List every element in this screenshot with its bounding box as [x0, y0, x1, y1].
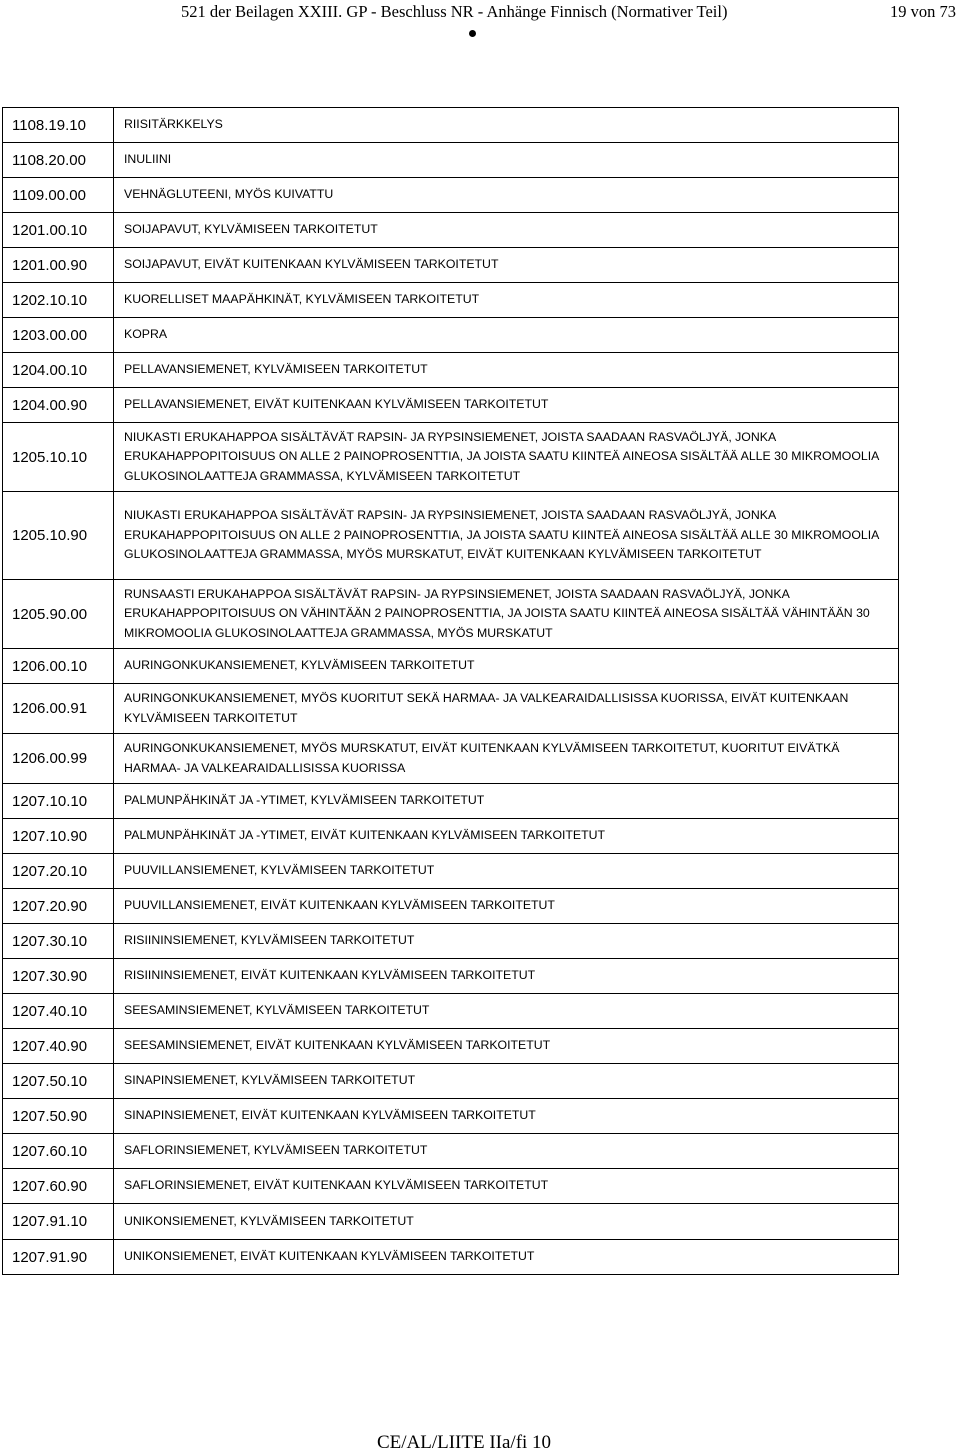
product-description: PELLAVANSIEMENET, EIVÄT KUITENKAAN KYLVÄMISEEN TARKOITETUT: [114, 388, 899, 423]
table-row: [3, 1134, 899, 1169]
tariff-code: 1109.00.00: [3, 178, 114, 213]
table-row: [3, 1064, 899, 1099]
table-row: [3, 889, 899, 924]
table-row: [3, 734, 899, 784]
table-row: [3, 423, 899, 492]
product-description: INULIINI: [114, 143, 899, 178]
tariff-code: 1108.19.10: [3, 108, 114, 143]
table-row: [3, 580, 899, 649]
product-description: NIUKASTI ERUKAHAPPOA SISÄLTÄVÄT RAPSIN- JA RYPSINSIEMENET, JOISTA SAADAAN RASVAÖLJYÄ, JONKA ERUKAHAPPOPITOISUUS ON ALLE 2 PAINOPROSENTTIA, JA JOISTA SAATU KIINTEÄ AINEOSA SISÄLTÄÄ ALLE 30 MIKROMOOLIA GLUKOSINOLAATTEJA GRAMMASSA, KYLVÄMISEEN TARKOITETUT: [114, 423, 899, 492]
page-number: 19 von 73: [890, 2, 956, 21]
product-description: SAFLORINSIEMENET, EIVÄT KUITENKAAN KYLVÄMISEEN TARKOITETUT: [114, 1169, 899, 1204]
product-description: AURINGONKUKANSIEMENET, MYÖS KUORITUT SEKÄ HARMAA- JA VALKEARAIDALLISISSA KUORISSA, EIVÄT KUITENKAAN KYLVÄMISEEN TARKOITETUT: [114, 684, 899, 734]
tariff-code: 1207.40.90: [3, 1029, 114, 1064]
table-row: [3, 1169, 899, 1204]
tariff-code: 1207.30.90: [3, 959, 114, 994]
tariff-code: 1207.10.90: [3, 819, 114, 854]
tariff-code: 1207.20.10: [3, 854, 114, 889]
table-row: [3, 1099, 899, 1134]
product-description: SINAPINSIEMENET, EIVÄT KUITENKAAN KYLVÄMISEEN TARKOITETUT: [114, 1099, 899, 1134]
tariff-code: 1205.10.10: [3, 423, 114, 492]
tariff-code: 1201.00.90: [3, 248, 114, 283]
table-row: [3, 649, 899, 684]
tariff-code: 1207.30.10: [3, 924, 114, 959]
tariff-code: 1205.10.90: [3, 492, 114, 580]
product-description: KUORELLISET MAAPÄHKINÄT, KYLVÄMISEEN TARKOITETUT: [114, 283, 899, 318]
bullet-dot-icon: [469, 30, 476, 37]
tariff-code: 1207.91.90: [3, 1240, 114, 1275]
tariff-code: 1207.60.10: [3, 1134, 114, 1169]
table-row: [3, 178, 899, 213]
table-row: [3, 1240, 899, 1275]
product-description: PALMUNPÄHKINÄT JA -YTIMET, KYLVÄMISEEN TARKOITETUT: [114, 784, 899, 819]
product-description: SINAPINSIEMENET, KYLVÄMISEEN TARKOITETUT: [114, 1064, 899, 1099]
product-description: PELLAVANSIEMENET, KYLVÄMISEEN TARKOITETUT: [114, 353, 899, 388]
tariff-code: 1207.91.10: [3, 1204, 114, 1240]
table-row: [3, 994, 899, 1029]
table-row: [3, 213, 899, 248]
tariff-code: 1207.50.90: [3, 1099, 114, 1134]
product-description: AURINGONKUKANSIEMENET, MYÖS MURSKATUT, EIVÄT KUITENKAAN KYLVÄMISEEN TARKOITETUT, KUORITUT EIVÄTKÄ HARMAA- JA VALKEARAIDALLISISSA KUORISSA: [114, 734, 899, 784]
page-footer: [0, 1432, 960, 1454]
table-row: [3, 248, 899, 283]
page-header: [0, 2, 960, 26]
tariff-code: 1204.00.90: [3, 388, 114, 423]
table-row: [3, 388, 899, 423]
tariff-code: 1207.10.10: [3, 784, 114, 819]
table-row: [3, 959, 899, 994]
table-row: [3, 353, 899, 388]
table-row: [3, 1029, 899, 1064]
product-description: VEHNÄGLUTEENI, MYÖS KUIVATTU: [114, 178, 899, 213]
tariff-code: 1201.00.10: [3, 213, 114, 248]
product-description: RIISITÄRKKELYS: [114, 108, 899, 143]
table-row: [3, 318, 899, 353]
tariff-code: 1205.90.00: [3, 580, 114, 649]
product-description: SEESAMINSIEMENET, KYLVÄMISEEN TARKOITETUT: [114, 994, 899, 1029]
tariff-code: 1207.20.90: [3, 889, 114, 924]
tariff-code: 1206.00.91: [3, 684, 114, 734]
tariff-code: 1108.20.00: [3, 143, 114, 178]
table-row: [3, 784, 899, 819]
table-row: [3, 819, 899, 854]
table-row: [3, 684, 899, 734]
table-row: [3, 1204, 899, 1240]
product-description: KOPRA: [114, 318, 899, 353]
tariff-code: 1207.50.10: [3, 1064, 114, 1099]
product-description: SOIJAPAVUT, EIVÄT KUITENKAAN KYLVÄMISEEN TARKOITETUT: [114, 248, 899, 283]
product-description: RISIININSIEMENET, KYLVÄMISEEN TARKOITETUT: [114, 924, 899, 959]
table-row: [3, 854, 899, 889]
tariff-code: 1206.00.10: [3, 649, 114, 684]
product-description: UNIKONSIEMENET, EIVÄT KUITENKAAN KYLVÄMISEEN TARKOITETUT: [114, 1240, 899, 1275]
tariff-code: 1203.00.00: [3, 318, 114, 353]
product-description: SAFLORINSIEMENET, KYLVÄMISEEN TARKOITETUT: [114, 1134, 899, 1169]
product-description: SEESAMINSIEMENET, EIVÄT KUITENKAAN KYLVÄMISEEN TARKOITETUT: [114, 1029, 899, 1064]
table-row: [3, 283, 899, 318]
product-description: RISIININSIEMENET, EIVÄT KUITENKAAN KYLVÄMISEEN TARKOITETUT: [114, 959, 899, 994]
table-row: [3, 492, 899, 580]
tariff-code: 1206.00.99: [3, 734, 114, 784]
product-description: PALMUNPÄHKINÄT JA -YTIMET, EIVÄT KUITENKAAN KYLVÄMISEEN TARKOITETUT: [114, 819, 899, 854]
table-row: [3, 143, 899, 178]
table-row: [3, 924, 899, 959]
product-description: PUUVILLANSIEMENET, KYLVÄMISEEN TARKOITETUT: [114, 854, 899, 889]
tariff-code: 1204.00.10: [3, 353, 114, 388]
table-row: [3, 108, 899, 143]
product-description: SOIJAPAVUT, KYLVÄMISEEN TARKOITETUT: [114, 213, 899, 248]
tariff-code: 1207.60.90: [3, 1169, 114, 1204]
product-description: UNIKONSIEMENET, KYLVÄMISEEN TARKOITETUT: [114, 1204, 899, 1240]
product-description: AURINGONKUKANSIEMENET, KYLVÄMISEEN TARKOITETUT: [114, 649, 899, 684]
product-description: NIUKASTI ERUKAHAPPOA SISÄLTÄVÄT RAPSIN- JA RYPSINSIEMENET, JOISTA SAADAAN RASVAÖLJYÄ, JONKA ERUKAHAPPOPITOISUUS ON ALLE 2 PAINOPROSENTTIA, JA JOISTA SAATU KIINTEÄ AINEOSA SISÄLTÄÄ ALLE 30 MIKROMOOLIA GLUKOSINOLAATTEJA GRAMMASSA, MYÖS MURSKATUT, EIVÄT KUITENKAAN KYLVÄMISEEN TARKOITETUT: [114, 492, 899, 580]
document-title: 521 der Beilagen XXIII. GP - Beschluss NR - Anhänge Finnisch (Normativer Teil): [181, 2, 728, 21]
product-description: RUNSAASTI ERUKAHAPPOA SISÄLTÄVÄT RAPSIN- JA RYPSINSIEMENET, JOISTA SAADAAN RASVAÖLJYÄ, JONKA ERUKAHAPPOPITOISUUS ON VÄHINTÄÄN 2 PAINOPROSENTTIA, JA JOISTA SAATU KIINTEÄ AINEOSA SISÄLTÄÄ VÄHINTÄÄN 30 MIKROMOOLIA GLUKOSINOLAATTEJA GRAMMASSA, MYÖS MURSKATUT: [114, 580, 899, 649]
product-description: PUUVILLANSIEMENET, EIVÄT KUITENKAAN KYLVÄMISEEN TARKOITETUT: [114, 889, 899, 924]
tariff-code-table: [2, 107, 899, 1275]
tariff-code: 1202.10.10: [3, 283, 114, 318]
footer-reference: CE/AL/LIITE IIa/fi 10: [376, 1432, 552, 1453]
tariff-code: 1207.40.10: [3, 994, 114, 1029]
